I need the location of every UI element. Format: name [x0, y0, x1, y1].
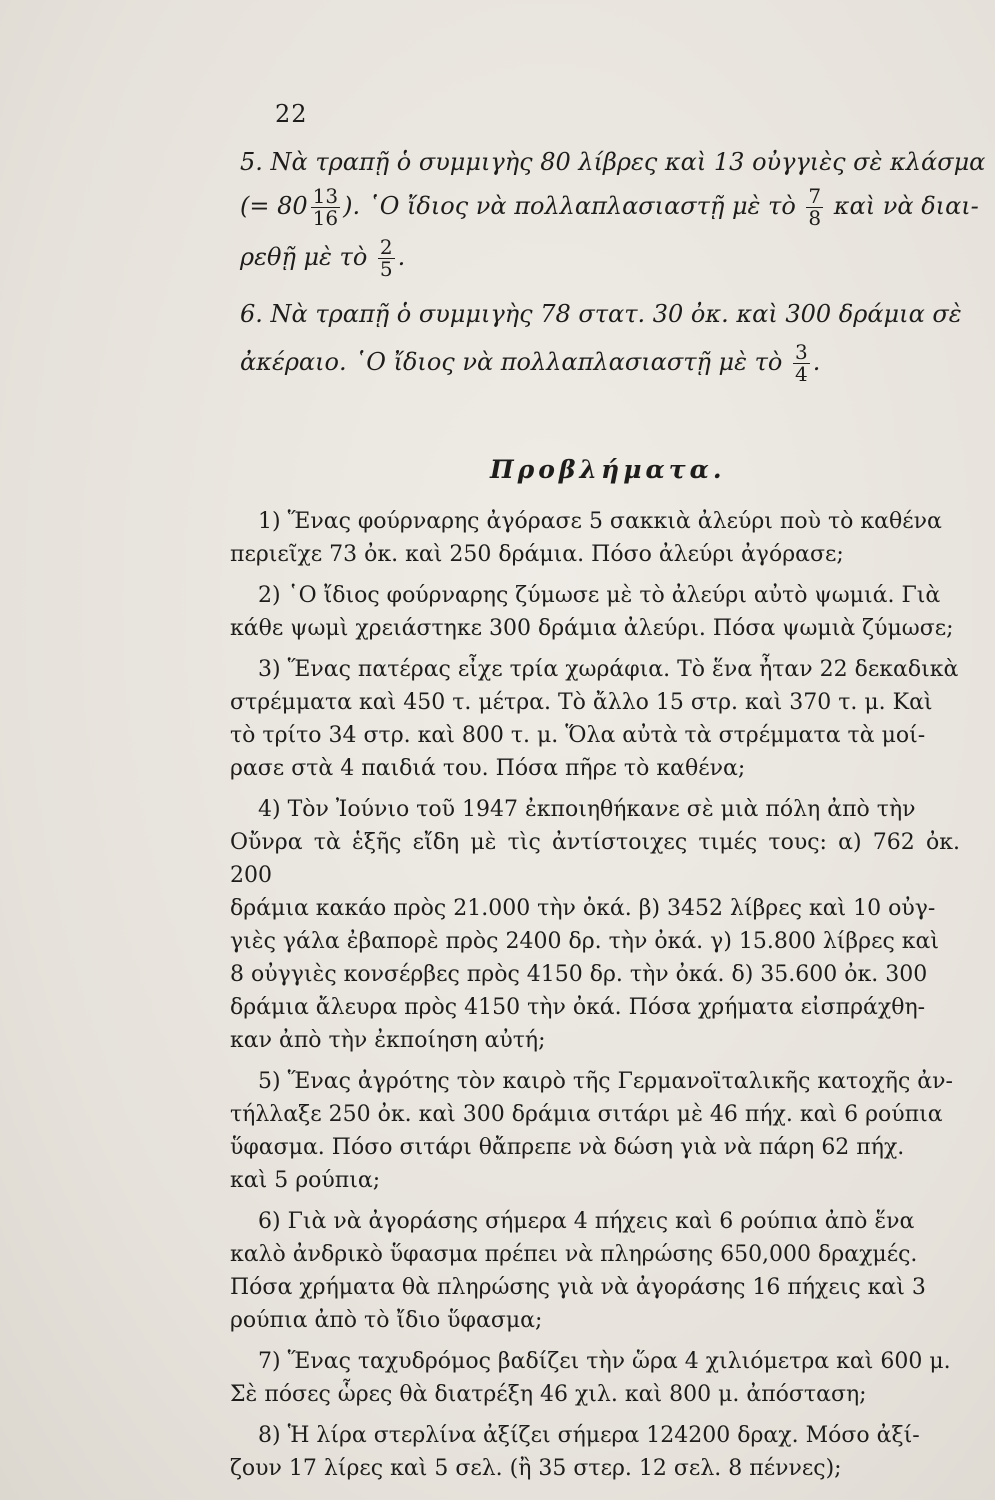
problem-line: τὸ τρίτο 34 στρ. καὶ 800 τ. μ. Ὅλα αὐτὰ τὰ στρέμματα τὰ μοί- [230, 723, 926, 748]
exercise-5 [240, 148, 986, 281]
fraction-numerator: 13 [312, 184, 339, 208]
fraction-numerator: 3 [794, 340, 808, 364]
problem-line: ρασε στὰ 4 παιδιά του. Πόσα πῆρε τὸ καθένα; [230, 756, 746, 781]
fraction [806, 186, 823, 229]
problem-line: γιὲς γάλα ἐβαπορὲ πρὸς 2400 δρ. τὴν ὀκά. γ) 15.800 λίβρες καὶ [230, 929, 940, 954]
problem-line: Σὲ πόσες ὧρες θὰ διατρέξη 46 χιλ. καὶ 800 μ. ἀπόσταση; [230, 1382, 867, 1407]
problem-6 [230, 1205, 960, 1337]
problem-line: κάθε ψωμὶ χρειάστηκε 300 δράμια ἀλεύρι. Πόσα ψωμιὰ ζύμωσε; [230, 616, 954, 641]
problem-7 [230, 1345, 960, 1411]
fraction-denominator: 16 [312, 206, 339, 230]
problem-line: περιεῖχε 73 ὀκ. καὶ 250 δράμια. Πόσο ἀλεύρι ἀγόρασε; [230, 542, 844, 567]
problem-5 [230, 1065, 960, 1197]
exercise-6 [240, 302, 960, 385]
problem-3 [230, 653, 960, 785]
exercise-line [240, 237, 960, 280]
problem-line: τήλλαξε 250 ὀκ. καὶ 300 δράμια σιτάρι μὲ 46 πήχ. καὶ 6 ρούπια [230, 1102, 943, 1127]
fraction-numerator: 2 [379, 235, 393, 259]
exercise-line [240, 342, 960, 385]
problem-line: 5) Ἕνας ἀγρότης τὸν καιρὸ τῆς Γερμανοϊταλικῆς κατοχῆς ἀν- [258, 1069, 953, 1094]
exercise-line: 5. Νὰ τραπῇ ὁ συμμιγὴς 80 λίβρες καὶ 13 οὐγγιὲς σὲ κλάσμα [240, 148, 986, 176]
exercise-text: ἀκέραιο. ῾Ο ἴδιος νὰ πολλαπλασιαστῇ μὲ τὸ [240, 348, 783, 376]
exercise-line [240, 184, 979, 230]
exercise-text: ). ῾Ο ἴδιος νὰ πολλαπλασιαστῇ μὲ τὸ [343, 192, 796, 220]
exercise-text: (= 80 [240, 192, 308, 220]
exercise-line: 6. Νὰ τραπῇ ὁ συμμιγὴς 78 στατ. 30 ὀκ. καὶ 300 δράμια σὲ [240, 300, 962, 328]
fraction-numerator: 7 [808, 184, 822, 208]
fraction [378, 237, 395, 280]
problem-line: καν ἀπὸ τὴν ἐκποίηση αὐτή; [230, 1028, 546, 1053]
fraction [311, 186, 340, 229]
problem-line: ὕφασμα. Πόσο σιτάρι θἄπρεπε νὰ δώση γιὰ νὰ πάρη 62 πήχ. [230, 1135, 905, 1160]
problem-1 [230, 505, 960, 571]
exercise-text: . [812, 348, 821, 376]
problem-line: 3) Ἕνας πατέρας εἶχε τρία χωράφια. Τὸ ἕνα ἦταν 22 δεκαδικὰ [258, 657, 959, 682]
problem-line: ρούπια ἀπὸ τὸ ἴδιο ὕφασμα; [230, 1308, 543, 1333]
problem-line: Οὔνρα τὰ ἑξῆς εἴδη μὲ τὶς ἀντίστοιχες τιμές τους: α) 762 ὀκ. 200 [230, 830, 960, 888]
fraction-denominator: 5 [379, 257, 393, 281]
exercise-text: ρεθῇ μὲ τὸ [240, 243, 368, 271]
problem-2 [230, 579, 960, 645]
problem-line: Πόσα χρήματα θὰ πληρώσης γιὰ νὰ ἀγοράσης 16 πήχεις καὶ 3 [230, 1275, 926, 1300]
problem-line: 1) Ἕνας φούρναρης ἀγόρασε 5 σακκιὰ ἀλεύρι ποὺ τὸ καθένα [258, 509, 942, 534]
exercises-block [240, 148, 986, 386]
problem-line: καλὸ ἀνδρικὸ ὕφασμα πρέπει νὰ πληρώσης 650,000 δραχμές. [230, 1242, 918, 1267]
problem-line: 2) ῾Ο ἴδιος φούρναρης ζύμωσε μὲ τὸ ἀλεύρι αὐτὸ ψωμιά. Γιὰ [258, 583, 941, 608]
problem-line: ζουν 17 λίρες καὶ 5 σελ. (ἢ 35 στερ. 12 σελ. 8 πέννες); [230, 1456, 842, 1481]
problems-list [230, 505, 960, 1493]
problem-line: 7) Ἕνας ταχυδρόμος βαδίζει τὴν ὥρα 4 χιλιόμετρα καὶ 600 μ. [258, 1349, 951, 1374]
section-heading: Προβλήματα. [490, 455, 726, 484]
fraction-denominator: 4 [794, 362, 808, 386]
problem-line: 4) Τὸν Ἰούνιο τοῦ 1947 ἐκποιηθήκανε σὲ μιὰ πόλη ἀπὸ τὴν [258, 797, 916, 822]
problem-8 [230, 1419, 960, 1485]
problem-line: 8 οὐγγιὲς κονσέρβες πρὸς 4150 δρ. τὴν ὀκά. δ) 35.600 ὀκ. 300 [230, 962, 928, 987]
problem-4 [230, 793, 960, 1057]
page-number: 22 [275, 100, 308, 128]
exercise-text: καὶ νὰ διαι- [833, 192, 979, 220]
exercise-text: . [397, 243, 406, 271]
fraction-denominator: 8 [808, 206, 822, 230]
problem-line: καὶ 5 ρούπια; [230, 1168, 381, 1193]
problem-line: 6) Γιὰ νὰ ἀγοράσης σήμερα 4 πήχεις καὶ 6 ρούπια ἀπὸ ἕνα [258, 1209, 915, 1234]
problem-line: 8) Ἡ λίρα στερλίνα ἀξίζει σήμερα 124200 δραχ. Μόσο ἀξί- [258, 1423, 920, 1448]
problem-line: στρέμματα καὶ 450 τ. μέτρα. Τὸ ἄλλο 15 στρ. καὶ 370 τ. μ. Καὶ [230, 690, 933, 715]
problem-line: δράμια κακάο πρὸς 21.000 τὴν ὀκά. β) 3452 λίβρες καὶ 10 οὐγ- [230, 896, 936, 921]
fraction [793, 342, 810, 385]
problem-line: δράμια ἄλευρα πρὸς 4150 τὴν ὀκά. Πόσα χρήματα εἰσπράχθη- [230, 995, 926, 1020]
